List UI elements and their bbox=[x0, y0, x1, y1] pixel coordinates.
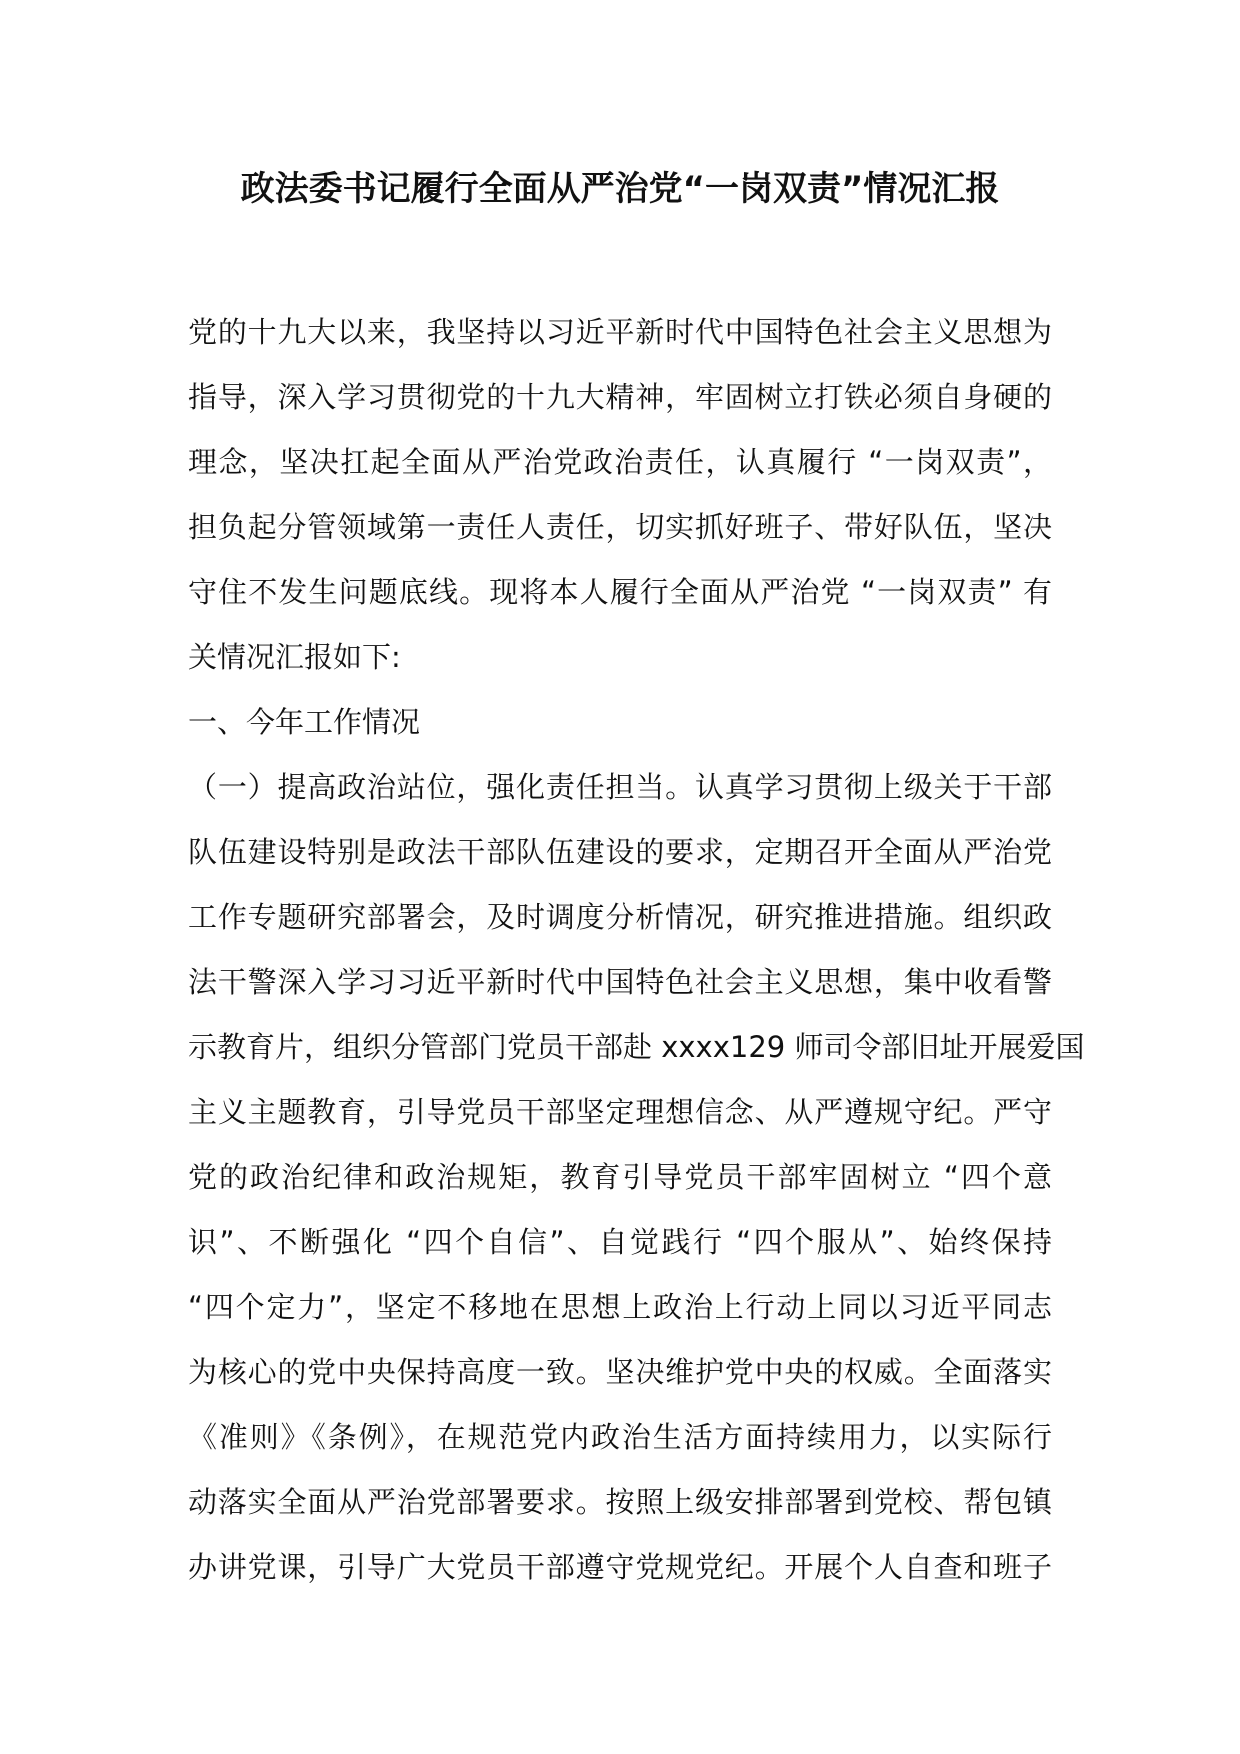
body-line-16: “四个定力”，坚定不移地在思想上政治上行动上同以习近平同志 bbox=[188, 1290, 1052, 1324]
document-title: 政法委书记履行全面从严治党“一岗双责”情况汇报 bbox=[240, 169, 1000, 209]
body-line-11: 法干警深入学习习近平新时代中国特色社会主义思想，集中收看警 bbox=[188, 965, 1052, 999]
body-line-20: 办讲党课，引导广大党员干部遵守党规党纪。开展个人自查和班子 bbox=[188, 1550, 1052, 1584]
body-line-1: 党的十九大以来，我坚持以习近平新时代中国特色社会主义思想为 bbox=[188, 315, 1052, 349]
body-line-14: 党的政治纪律和政治规矩，教育引导党员干部牢固树立 “四个意 bbox=[188, 1160, 1052, 1194]
body-line-2: 指导，深入学习贯彻党的十九大精神，牢固树立打铁必须自身硬的 bbox=[188, 380, 1052, 414]
body-line-13: 主义主题教育，引导党员干部坚定理想信念、从严遵规守纪。严守 bbox=[188, 1095, 1052, 1129]
body-line-6: 关情况汇报如下: bbox=[188, 640, 401, 674]
body-line-9: 队伍建设特别是政法干部队伍建设的要求，定期召开全面从严治党 bbox=[188, 835, 1052, 869]
body-line-12: 示教育片，组织分管部门党员干部赴 xxxx129 师司令部旧址开展爱国 bbox=[188, 1030, 1085, 1064]
body-line-10: 工作专题研究部署会，及时调度分析情况，研究推进措施。组织政 bbox=[188, 900, 1052, 934]
body-line-8: （一）提高政治站位，强化责任担当。认真学习贯彻上级关于干部 bbox=[188, 770, 1052, 804]
body-line-18: 《准则》《条例》，在规范党内政治生活方面持续用力，以实际行 bbox=[188, 1420, 1052, 1454]
section-heading: 一、今年工作情况 bbox=[188, 705, 421, 739]
body-line-15: 识”、不断强化 “四个自信”、自觉践行 “四个服从”、始终保持 bbox=[188, 1225, 1052, 1259]
body-line-4: 担负起分管领域第一责任人责任，切实抓好班子、带好队伍，坚决 bbox=[188, 510, 1052, 544]
body-line-3: 理念，坚决扛起全面从严治党政治责任，认真履行 “一岗双责”， bbox=[188, 445, 1052, 479]
body-line-5: 守住不发生问题底线。现将本人履行全面从严治党 “一岗双责” 有 bbox=[188, 575, 1052, 609]
body-line-17: 为核心的党中央保持高度一致。坚决维护党中央的权威。全面落实 bbox=[188, 1355, 1052, 1389]
body-line-19: 动落实全面从严治党部署要求。按照上级安排部署到党校、帮包镇 bbox=[188, 1485, 1052, 1519]
document-body bbox=[188, 300, 1085, 1600]
